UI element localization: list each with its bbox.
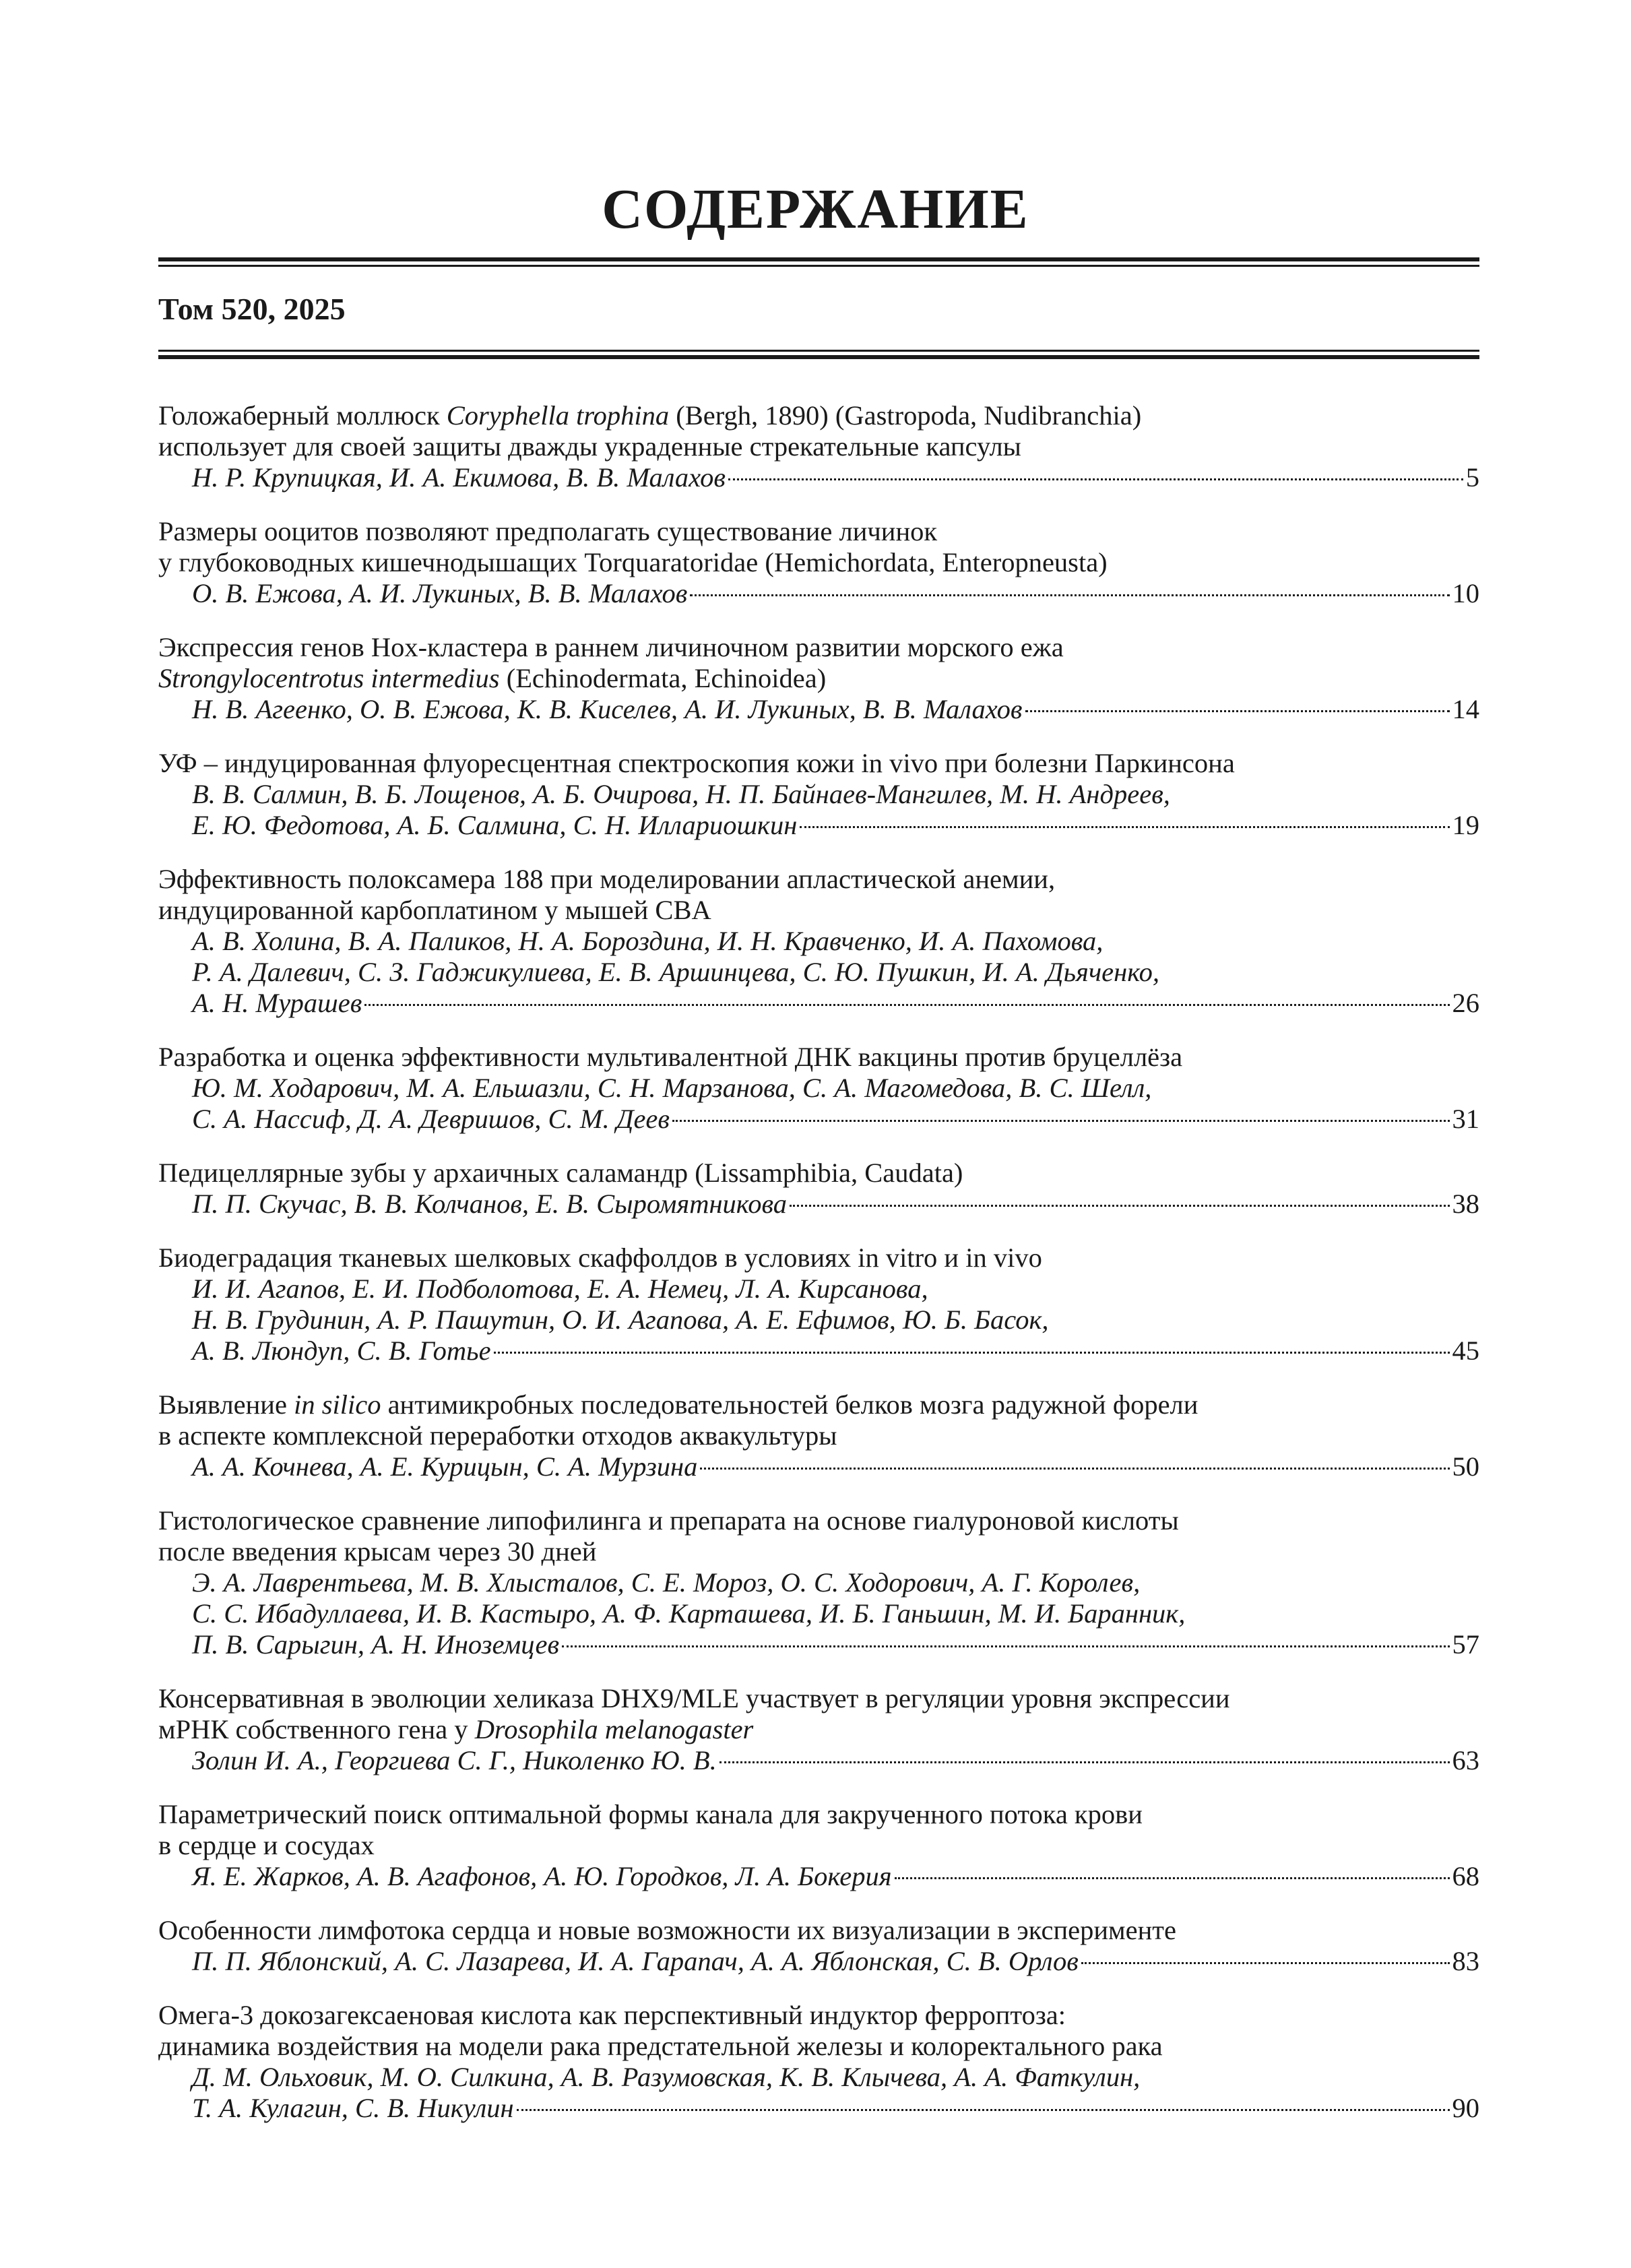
entry-authors: Н. Р. Крупицкая, И. А. Екимова, В. В. Малахов	[192, 462, 726, 493]
toc-entry[interactable]	[158, 516, 1479, 609]
entry-authors-line: Ю. М. Ходарович, М. А. Ельшазли, С. Н. Марзанова, С. А. Магомедова, В. С. Шелл,	[192, 1073, 1152, 1103]
entry-authors-line: И. И. Агапов, Е. И. Подболотова, Е. А. Немец, Л. А. Кирсанова,	[192, 1273, 928, 1304]
entry-page-number: 19	[1452, 810, 1479, 840]
entry-authors-line	[158, 1861, 1479, 1892]
entry-authors: П. П. Скучас, В. В. Колчанов, Е. В. Сыромятникова	[192, 1189, 788, 1219]
toc-entry[interactable]	[158, 632, 1479, 725]
entry-page-number: 50	[1452, 1451, 1479, 1482]
entry-authors-line: Д. М. Ольховик, М. О. Силкина, А. В. Разумовская, К. В. Клычева, А. А. Фаткулин,	[192, 2062, 1141, 2092]
entry-authors: Н. В. Агеенко, О. В. Ежова, К. В. Киселев, А. И. Лукиных, В. В. Малахов	[192, 694, 1023, 724]
entry-title-line: Особенности лимфотока сердца и новые возможности их визуализации в эксперименте	[158, 1915, 1176, 1945]
entry-title-line: Параметрический поиск оптимальной формы канала для закрученного потока крови	[158, 1799, 1143, 1829]
dot-leader	[562, 1645, 1449, 1647]
entry-page-number: 10	[1452, 578, 1479, 608]
entry-title-line: после введения крысам через 30 дней	[158, 1536, 597, 1567]
entry-authors: Т. А. Кулагин, С. В. Никулин	[192, 2093, 514, 2123]
volume-rule-thin	[158, 350, 1479, 352]
entry-page-number: 31	[1452, 1104, 1479, 1134]
title-rule-thick	[158, 257, 1479, 261]
entry-page-number: 63	[1452, 1745, 1479, 1775]
entry-title-line: Выявление in silico антимикробных последовательностей белков мозга радужной форели	[158, 1389, 1198, 1420]
entry-title-line: Разработка и оценка эффективности мультивалентной ДНК вакцины против бруцеллёза	[158, 1042, 1183, 1072]
entry-authors-line	[158, 1189, 1479, 1220]
entry-title-line: у глубоководных кишечнодышащих Torquaratoridae (Hemichordata, Enteropneusta)	[158, 547, 1108, 577]
entry-authors: А. А. Кочнева, А. Е. Курицын, С. А. Мурзина	[192, 1451, 698, 1482]
entry-authors-line	[158, 694, 1479, 725]
entry-title-line: Консервативная в эволюции хеликаза DHX9/MLE участвует в регуляции уровня экспрессии	[158, 1683, 1230, 1713]
toc-entry[interactable]	[158, 1242, 1479, 1366]
entry-title-line: Омега-3 докозагексаеновая кислота как перспективный индуктор ферроптоза:	[158, 2000, 1066, 2030]
entry-authors-line	[158, 1745, 1479, 1776]
toc-entry[interactable]	[158, 2000, 1479, 2124]
entry-authors: Золин И. А., Георгиева С. Г., Николенко Ю. В.	[192, 1745, 717, 1775]
title-rule-thin	[158, 265, 1479, 267]
entry-authors: П. П. Яблонский, А. С. Лазарева, И. А. Гарапач, А. А. Яблонская, С. В. Орлов	[192, 1946, 1079, 1976]
entry-title-line: УФ – индуцированная флуоресцентная спектроскопия кожи in vivo при болезни Паркинсона	[158, 748, 1235, 778]
entry-page-number: 68	[1452, 1861, 1479, 1891]
entry-authors: С. А. Нассиф, Д. А. Девришов, С. М. Деев	[192, 1104, 670, 1134]
table-of-contents	[158, 400, 1479, 2147]
entry-authors-line	[158, 462, 1479, 493]
entry-authors-line	[158, 2093, 1479, 2124]
entry-authors-line: Э. А. Лаврентьева, М. В. Хлысталов, С. Е. Мороз, О. С. Ходорович, А. Г. Королев,	[192, 1567, 1141, 1598]
entry-title-line: в аспекте комплексной переработки отходов аквакультуры	[158, 1420, 837, 1451]
entry-title-line: Эффективность полоксамера 188 при моделировании апластической анемии,	[158, 864, 1056, 894]
entry-title-line: Голожаберный моллюск Coryphella trophina (Bergh, 1890) (Gastropoda, Nudibranchia)	[158, 400, 1142, 431]
entry-title-line: Strongylocentrotus intermedius (Echinodermata, Echinoidea)	[158, 663, 827, 693]
entry-authors-line: С. С. Ибадуллаева, И. В. Кастыро, А. Ф. Карташева, И. Б. Ганьшин, М. И. Баранник,	[192, 1598, 1186, 1629]
toc-entry[interactable]	[158, 1042, 1479, 1135]
entry-authors-line: В. В. Салмин, В. Б. Лощенов, А. Б. Очирова, Н. П. Байнаев-Мангилев, М. Н. Андреев,	[192, 779, 1170, 809]
dot-leader	[517, 2109, 1450, 2111]
dot-leader	[719, 1761, 1450, 1763]
toc-entry[interactable]	[158, 864, 1479, 1019]
entry-authors-line	[158, 1104, 1479, 1135]
entry-authors: Е. Ю. Федотова, А. Б. Салмина, С. Н. Иллариошкин	[192, 810, 798, 840]
toc-entry[interactable]	[158, 748, 1479, 841]
dot-leader	[672, 1120, 1450, 1122]
entry-authors: А. Н. Мурашев	[192, 988, 362, 1018]
volume-label: Том 520, 2025	[158, 292, 346, 326]
entry-page-number: 45	[1452, 1335, 1479, 1366]
entry-authors-line	[158, 810, 1479, 841]
toc-entry[interactable]	[158, 1915, 1479, 1977]
volume-rule-thick	[158, 355, 1479, 359]
entry-authors: А. В. Люндуп, С. В. Готье	[192, 1335, 491, 1366]
entry-page-number: 14	[1452, 694, 1479, 724]
dot-leader	[364, 1004, 1449, 1006]
entry-authors-line	[158, 1451, 1479, 1482]
entry-authors-line	[158, 1335, 1479, 1366]
entry-authors-line	[158, 1946, 1479, 1977]
entry-page-number: 26	[1452, 988, 1479, 1018]
entry-authors-line: Н. В. Грудинин, А. Р. Пашутин, О. И. Агапова, А. Е. Ефимов, Ю. Б. Басок,	[192, 1304, 1049, 1335]
entry-authors: П. В. Сарыгин, А. Н. Иноземцев	[192, 1629, 560, 1660]
toc-entry[interactable]	[158, 1505, 1479, 1660]
entry-title-line: динамика воздействия на модели рака предстательной железы и колоректального рака	[158, 2031, 1163, 2061]
entry-page-number: 38	[1452, 1189, 1479, 1219]
toc-entry[interactable]	[158, 1389, 1479, 1482]
entry-page-number: 83	[1452, 1946, 1479, 1976]
entry-title-line: Гистологическое сравнение липофилинга и препарата на основе гиалуроновой кислоты	[158, 1505, 1179, 1536]
entry-page-number: 5	[1465, 462, 1479, 493]
page-title: СОДЕРЖАНИЕ	[602, 178, 1029, 241]
entry-title-line: в сердце и сосудах	[158, 1830, 375, 1860]
dot-leader	[728, 478, 1463, 480]
toc-entry[interactable]	[158, 1683, 1479, 1776]
entry-page-number: 57	[1452, 1629, 1479, 1660]
entry-authors-line	[158, 988, 1479, 1019]
entry-authors-line	[158, 1629, 1479, 1660]
toc-entry[interactable]	[158, 1158, 1479, 1220]
entry-title-line: использует для своей защиты дважды украденные стрекательные капсулы	[158, 431, 1021, 462]
dot-leader	[494, 1352, 1450, 1354]
dot-leader	[800, 826, 1449, 828]
dot-leader	[700, 1468, 1449, 1470]
dot-leader	[1025, 710, 1450, 712]
entry-authors-line: Р. А. Далевич, С. З. Гаджикулиева, Е. В. Аршинцева, С. Ю. Пушкин, И. А. Дьяченко,	[192, 957, 1160, 987]
dot-leader	[895, 1877, 1450, 1879]
entry-title-line: мРНК собственного гена у Drosophila melanogaster	[158, 1714, 754, 1744]
entry-title-line: Размеры ооцитов позволяют предполагать существование личинок	[158, 516, 938, 546]
entry-authors-line: А. В. Холина, В. А. Паликов, Н. А. Бороздина, И. Н. Кравченко, И. А. Пахомова,	[192, 926, 1104, 956]
toc-entry[interactable]	[158, 400, 1479, 493]
dot-leader	[790, 1205, 1449, 1207]
entry-authors-line	[158, 578, 1479, 609]
entry-authors: Я. Е. Жарков, А. В. Агафонов, А. Ю. Городков, Л. А. Бокерия	[192, 1861, 892, 1891]
entry-title-line: Биодеградация тканевых шелковых скаффолдов в условиях in vitro и in vivo	[158, 1242, 1042, 1273]
dot-leader	[690, 594, 1449, 596]
dot-leader	[1081, 1962, 1450, 1964]
entry-authors: О. В. Ежова, А. И. Лукиных, В. В. Малахов	[192, 578, 688, 608]
entry-title-line: Экспрессия генов Hox-кластера в раннем личиночном развитии морского ежа	[158, 632, 1064, 662]
entry-title-line: Педицеллярные зубы у архаичных саламандр (Lissamphibia, Caudata)	[158, 1158, 963, 1188]
entry-page-number: 90	[1452, 2093, 1479, 2123]
toc-entry[interactable]	[158, 1799, 1479, 1892]
entry-title-line: индуцированной карбоплатином у мышей CBA	[158, 895, 711, 925]
